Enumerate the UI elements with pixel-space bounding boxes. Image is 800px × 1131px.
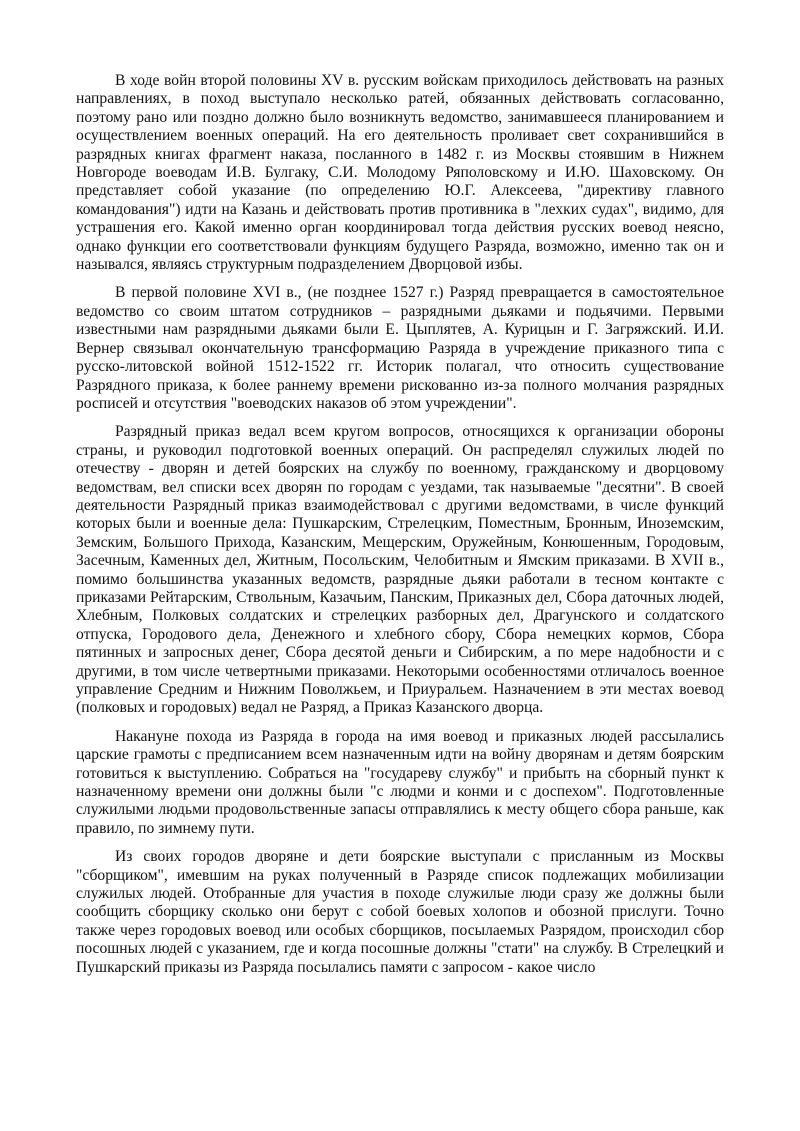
paragraph-5: Из своих городов дворяне и дети боярские выступали с присланным из Москвы "сборщиком", имевшим на руках полученный в Разряде список подлежащих мобилизации служилых людей. Отобранные для участия в походе служилые люди сразу же должны были сообщить сборщику сколько они берут с собой боевых холопов и обозной прислуги. Точно также через городовых воевод или особых сборщиков, посылаемых Разрядом, происходил сбор посошных людей с указанием, где и когда посошные должны "стати" на службу. В Стрелецкий и Пушкарский приказы из Разряда посылались памяти с запросом - какое число (76, 848, 724, 976)
paragraph-2: В первой половине XVI в., (не позднее 1527 г.) Разряд превращается в самостоятельное ведомство со своим штатом сотрудников – разрядными дьяками и подьячими. Первыми известными нам разрядными дьяками были Е. Цыплятев, А. Курицын и Г. Загряжский. И.И. Вернер связывал окончательную трансформацию Разряда в учреждение приказного типа с русско-литовской войной 1512-1522 гг. Историк полагал, что относить существование Разрядного приказа, к более раннему времени рискованно из-за полного молчания разрядных росписей и отсутствия "воеводских наказов об этом учреждении". (76, 284, 724, 412)
document-page (76, 72, 724, 987)
paragraph-1: В ходе войн второй половины XV в. русским войскам приходилось действовать на разных направлениях, в поход выступало несколько ратей, обязанных действовать согласованно, поэтому рано или поздно должно было возникнуть ведомство, занимавшееся планированием и осуществлением военных операций. На его деятельность проливает свет сохранившийся в разрядных книгах фрагмент наказа, посланного в 1482 г. из Москвы стоявшим в Нижнем Новгороде воеводам И.В. Булгаку, С.И. Молодому Ряполовскому и И.Ю. Шаховскому. Он представляет собой указание (по определению Ю.Г. Алексеева, "директиву главного командования") идти на Казань и действовать против противника в "лехких судах", видимо, для устрашения его. Какой именно орган координировал тогда действия русских воевод неясно, однако функции его соответствовали функциям будущего Разряда, возможно, именно так он и назывался, являясь структурным подразделением Дворцовой избы. (76, 72, 724, 274)
paragraph-4: Накануне похода из Разряда в города на имя воевод и приказных людей рассылались царские грамоты с предписанием всем назначенным идти на войну дворянам и детям боярским готовиться к выступлению. Собраться на "государеву службу" и прибыть на сборный пункт к назначенному времени они должны были "с людми и конми и с доспехом". Подготовленные служилыми людьми продовольственные запасы отправлялись к месту общего сбора раньше, как правило, по зимнему пути. (76, 727, 724, 837)
paragraph-3: Разрядный приказ ведал всем кругом вопросов, относящихся к организации обороны страны, и руководил подготовкой военных операций. Он распределял служилых людей по отечеству - дворян и детей боярских на службу по военному, гражданскому и дворцовому ведомствам, вел списки всех дворян по городам с уездами, так называемые "десятни". В своей деятельности Разрядный приказ взаимодействовал с другими ведомствами, в числе функций которых были и военные дела: Пушкарским, Стрелецким, Поместным, Бронным, Иноземским, Земским, Большого Прихода, Казанским, Мещерским, Оружейным, Конюшенным, Городовым, Засечным, Каменных дел, Житным, Посольским, Челобитным и Ямским приказами. В XVII в., помимо большинства указанных ведомств, разрядные дьяки работали в тесном контакте с приказами Рейтарским, Ствольным, Казачьим, Панским, Приказных дел, Сбора даточных людей, Хлебным, Полковых солдатских и стрелецких разборных дел, Драгунского и солдатского отпуска, Городового дела, Денежного и хлебного сбору, Сбора немецких кормов, Сбора пятинных и запросных денег, Сбора десятой деньги и Сибирским, а по мере надобности и с другими, в том числе четвертными приказами. Некоторыми особенностями отличалось военное управление Средним и Нижним Поволжьем, и Приуральем. Назначением в эти местах воевод (полковых и городовых) ведал не Разряд, а Приказ Казанского дворца. (76, 423, 724, 717)
